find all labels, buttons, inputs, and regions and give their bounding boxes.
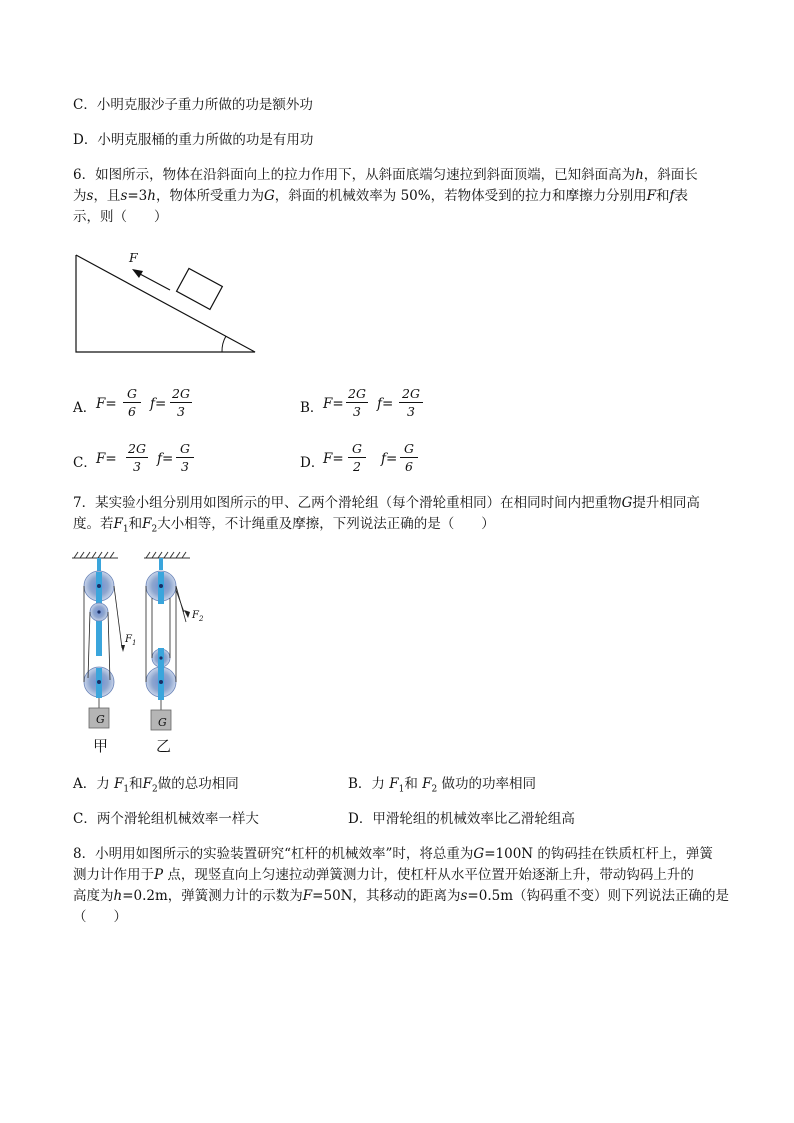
- option-a-rhs: f=: [150, 396, 167, 412]
- q8-stem-line1: 8．小明用如图所示的实验装置研究“杠杆的机械效率”时，将总重为G=100N 的钩码挂在铁质杠杆上，弹簧: [73, 846, 713, 862]
- incline-block: [177, 268, 223, 309]
- ceiling-right: [144, 552, 190, 558]
- angle-arc: [222, 336, 226, 352]
- q7-option-b: B．力 $F_1$和 $F_2$ 做功的功率相同: [348, 776, 537, 795]
- option-a-lhs: F=: [96, 396, 117, 412]
- incline-triangle: [76, 255, 255, 352]
- option-b-label: B．: [300, 400, 324, 416]
- q8-stem-line2: 测力计作用于P 点，现竖直向上匀速拉动弹簧测力计，使杠杆从水平位置开始逐渐上升，带动钩码上升的: [73, 867, 694, 883]
- option-d-rhs: f=: [381, 451, 398, 467]
- option-d-label: D．: [300, 455, 325, 471]
- q5-option-c: C．小明克服沙子重力所做的功是额外功: [73, 97, 313, 113]
- fraction: 2G 3: [170, 386, 192, 419]
- weight-label-jia: G: [96, 713, 105, 726]
- option-c-lhs: F=: [96, 451, 117, 467]
- option-a-label: A．: [73, 400, 97, 416]
- q7-stem-line1: 7．某实验小组分别用如图所示的甲、乙两个滑轮组（每个滑轮重相同）在相同时间内把重物G提升相同高: [73, 495, 700, 511]
- caption-jia: 甲: [93, 737, 109, 755]
- arrow-head-icon: [132, 269, 143, 278]
- q6-stem-line3: 示，则（ ）: [73, 209, 168, 225]
- weight-label-yi: G: [158, 716, 167, 729]
- q7-option-a: A．力 $F_1$和$F_2$做的总功相同: [73, 776, 239, 795]
- q7-option-d: D．甲滑轮组的机械效率比乙滑轮组高: [348, 811, 575, 827]
- option-b-lhs: F=: [323, 396, 344, 412]
- q7-stem-line2: 度。若$F_1$和$F_2$大小相等，不计绳重及摩擦，下列说法正确的是（ ）: [73, 516, 495, 535]
- fraction: G 6: [400, 441, 418, 474]
- caption-yi: 乙: [156, 737, 172, 755]
- q7-option-c: C．两个滑轮组机械效率一样大: [73, 811, 259, 827]
- pull-force-line: [140, 274, 170, 290]
- option-c-rhs: f=: [157, 451, 174, 467]
- fraction: G 6: [123, 386, 141, 419]
- q8-stem-line4: （ ）: [73, 909, 127, 925]
- ceiling-left: [72, 552, 118, 558]
- q5-option-d: D．小明克服桶的重力所做的功是有用功: [73, 132, 314, 148]
- fraction: 2G 3: [346, 386, 368, 419]
- option-d-lhs: F=: [323, 451, 344, 467]
- option-b-rhs: f=: [377, 396, 394, 412]
- pulley-systems-diagram: [70, 548, 210, 758]
- force-label-f: F: [129, 250, 138, 265]
- pulley-system-jia: [84, 558, 125, 728]
- force-label-f2: $F_2$: [192, 610, 204, 623]
- fraction: G 2: [348, 441, 366, 474]
- q6-stem-line2: 为s，且s=3h，物体所受重力为G，斜面的机械效率为 50%，若物体受到的拉力和摩擦力分别用F和f表: [73, 188, 688, 204]
- pulley-system-yi: [146, 558, 190, 730]
- fraction: G 3: [176, 441, 194, 474]
- incline-diagram: [70, 248, 270, 360]
- q6-stem-line1: 6．如图所示，物体在沿斜面向上的拉力作用下，从斜面底端匀速拉到斜面顶端，已知斜面高为h，斜面长: [73, 167, 698, 183]
- option-c-label: C．: [73, 455, 97, 471]
- q8-stem-line3: 高度为h=0.2m，弹簧测力计的示数为F=50N，其移动的距离为s=0.5m（钩码重不变）则下列说法正确的是: [73, 888, 730, 904]
- fraction: 2G 3: [126, 441, 148, 474]
- fraction: 2G 3: [399, 386, 423, 419]
- force-label-f1: $F_1$: [125, 634, 137, 647]
